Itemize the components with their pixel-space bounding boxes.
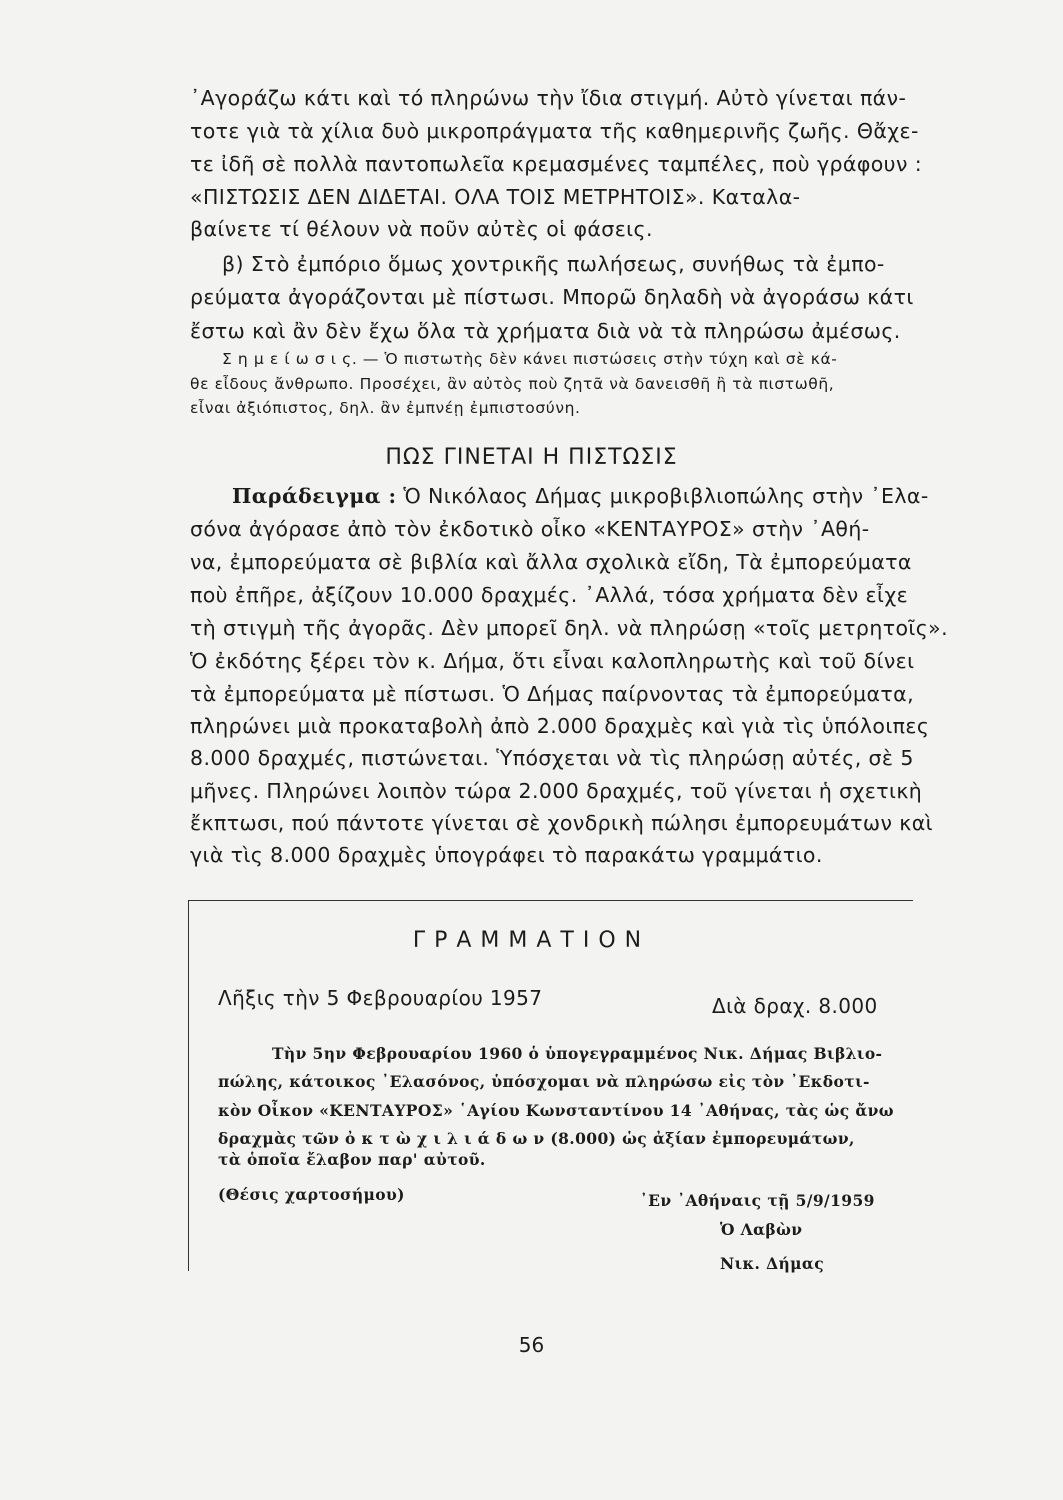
example-line: να, ἐμπορεύματα σὲ βιβλία καὶ ἄλλα σχολικὰ εἴδη, Τὰ ἐμπορεύματα <box>190 550 912 574</box>
amount: Διὰ δραχ. 8.000 <box>712 994 878 1018</box>
note-body-line: κὸν Οἶκον «ΚΕΝΤΑΥΡΟΣ» ῾Αγίου Κωνσταντίνου 14 ᾿Αθήνας, τὰς ὡς ἄνω <box>218 1101 894 1120</box>
page-number: 56 <box>518 1333 545 1357</box>
example-line: σόνα ἀγόρασε ἀπὸ τὸν ἐκδοτικὸ οἶκο «ΚΕΝΤΑΥΡΟΣ» στὴν ᾿Αθή- <box>190 517 870 541</box>
note-body-line: Τὴν 5ην Φεβρουαρίου 1960 ὁ ὑπογεγραμμένος Νικ. Δήμας Βιβλιο- <box>272 1044 883 1063</box>
intro-line: ᾿Αγοράζω κάτι καὶ τό πληρώνω τὴν ἴδια στιγμή. Αὐτὸ γίνεται πάν- <box>190 86 907 110</box>
due-date: Λῆξις τὴν 5 Φεβρουαρίου 1957 <box>218 986 543 1010</box>
example-lead: Παράδειγμα : <box>232 484 397 508</box>
remark-line: εἶναι ἀξιόπιστος, δηλ. ἂν ἐμπνέῃ ἐμπιστοσύνη. <box>190 399 581 417</box>
example-line: τὴ στιγμὴ τῆς ἀγορᾶς. Δὲν μπορεῖ δηλ. νὰ πληρώσῃ «τοῖς μετρητοῖς». <box>190 616 949 640</box>
example-line: 8.000 δραχμές, πιστώνεται. Ὑπόσχεται νὰ τὶς πληρώσῃ αὐτές, σὲ 5 <box>190 746 914 770</box>
example-line: Ὁ ἐκδότης ξέρει τὸν κ. Δήμα, ὅτι εἶναι καλοπληρωτὴς καὶ τοῦ δίνει <box>190 649 915 673</box>
example-line: μῆνες. Πληρώνει λοιπὸν τώρα 2.000 δραχμές, τοῦ γίνεται ἡ σχετικὴ <box>190 779 923 803</box>
intro-line: τε ἰδῆ σὲ πολλὰ παντοπωλεῖα κρεμασμένες ταμπέλες, ποὺ γράφουν : <box>190 152 923 176</box>
signature: Νικ. Δήμας <box>720 1254 825 1273</box>
note-body-line: δραχμὰς τῶν ὀ κ τ ὼ χ ι λ ι ά δ ω ν (8.000) ὡς ἀξίαν ἐμπορευμάτων, <box>218 1129 855 1148</box>
remark-line: Σ η μ ε ί ω σ ι ς. — Ὁ πιστωτὴς δὲν κάνει πιστώσεις στὴν τύχη καὶ σὲ κά- <box>222 350 838 368</box>
example-line: ἔκπτωσι, πού πάντοτε γίνεται σὲ χονδρικὴ πώλησι ἐμπορευμάτων καὶ <box>190 811 933 835</box>
note-body-line: πώλης, κάτοικος ᾿Ελασόνος, ὑπόσχομαι νὰ πληρώσω εἰς τὸν ᾿Εκδοτι- <box>218 1072 870 1091</box>
receiver-label: Ὁ Λαβὼν <box>720 1220 803 1239</box>
intro-line: τοτε γιὰ τὰ χίλια δυὸ μικροπράγματα τῆς καθημερινῆς ζωῆς. Θἄχε- <box>190 119 919 143</box>
intro-line: β) Στὸ ἐμπόριο ὅμως χοντρικῆς πωλήσεως, συνήθως τὰ ἐμπο- <box>222 252 885 276</box>
intro-line: «ΠΙΣΤΩΣΙΣ ΔΕΝ ΔΙΔΕΤΑΙ. ΟΛΑ ΤΟΙΣ ΜΕΤΡΗΤΟΙΣ». Καταλα- <box>190 185 801 209</box>
intro-line: ρεύματα ἀγοράζονται μὲ πίστωσι. Μπορῶ δηλαδὴ νὰ ἀγοράσω κάτι <box>190 285 914 309</box>
remark-line: θε εἶδους ἄνθρωπο. Προσέχει, ἂν αὐτὸς ποὺ ζητᾶ νὰ δανεισθῆ ἢ τὰ πιστωθῆ, <box>190 375 835 393</box>
stamp-place: (Θέσις χαρτοσήμου) <box>218 1185 405 1204</box>
promissory-note-title: ΓΡΑΜΜΑΤΙΟΝ <box>412 928 651 953</box>
example-line: γιὰ τὶς 8.000 δραχμὲς ὑπογράφει τὸ παρακάτω γραμμάτιο. <box>190 843 823 867</box>
note-body-line: τὰ ὁποῖα ἔλαβον παρ' αὐτοῦ. <box>218 1150 486 1169</box>
intro-line: ἔστω καὶ ἂν δὲν ἔχω ὅλα τὰ χρήματα διὰ νὰ τὰ πληρώσω ἀμέσως. <box>190 319 901 343</box>
intro-line: βαίνετε τί θέλουν νὰ ποῦν αὐτὲς οἱ φάσεις. <box>190 217 653 241</box>
example-line: πληρώνει μιὰ προκαταβολὴ ἀπὸ 2.000 δραχμὲς καὶ γιὰ τὶς ὑπόλοιπες <box>190 714 930 738</box>
example-text: Ὁ Νικόλαος Δήμας μικροβιβλιοπώλης στὴν ᾿Ελα- <box>396 484 929 508</box>
section-heading: ΠΩΣ ΓΙΝΕΤΑΙ Η ΠΙΣΤΩΣΙΣ <box>385 445 678 470</box>
place-date: ᾿Εν ᾿Αθήναις τῇ 5/9/1959 <box>640 1191 875 1210</box>
example-line: ποὺ ἐπῆρε, ἀξίζουν 10.000 δραχμές. ᾿Αλλά, τόσα χρήματα δὲν εἶχε <box>190 583 909 607</box>
example-line <box>232 486 952 507</box>
example-line: τὰ ἐμπορεύματα μὲ πίστωσι. Ὁ Δήμας παίρνοντας τὰ ἐμπορεύματα, <box>190 682 914 706</box>
